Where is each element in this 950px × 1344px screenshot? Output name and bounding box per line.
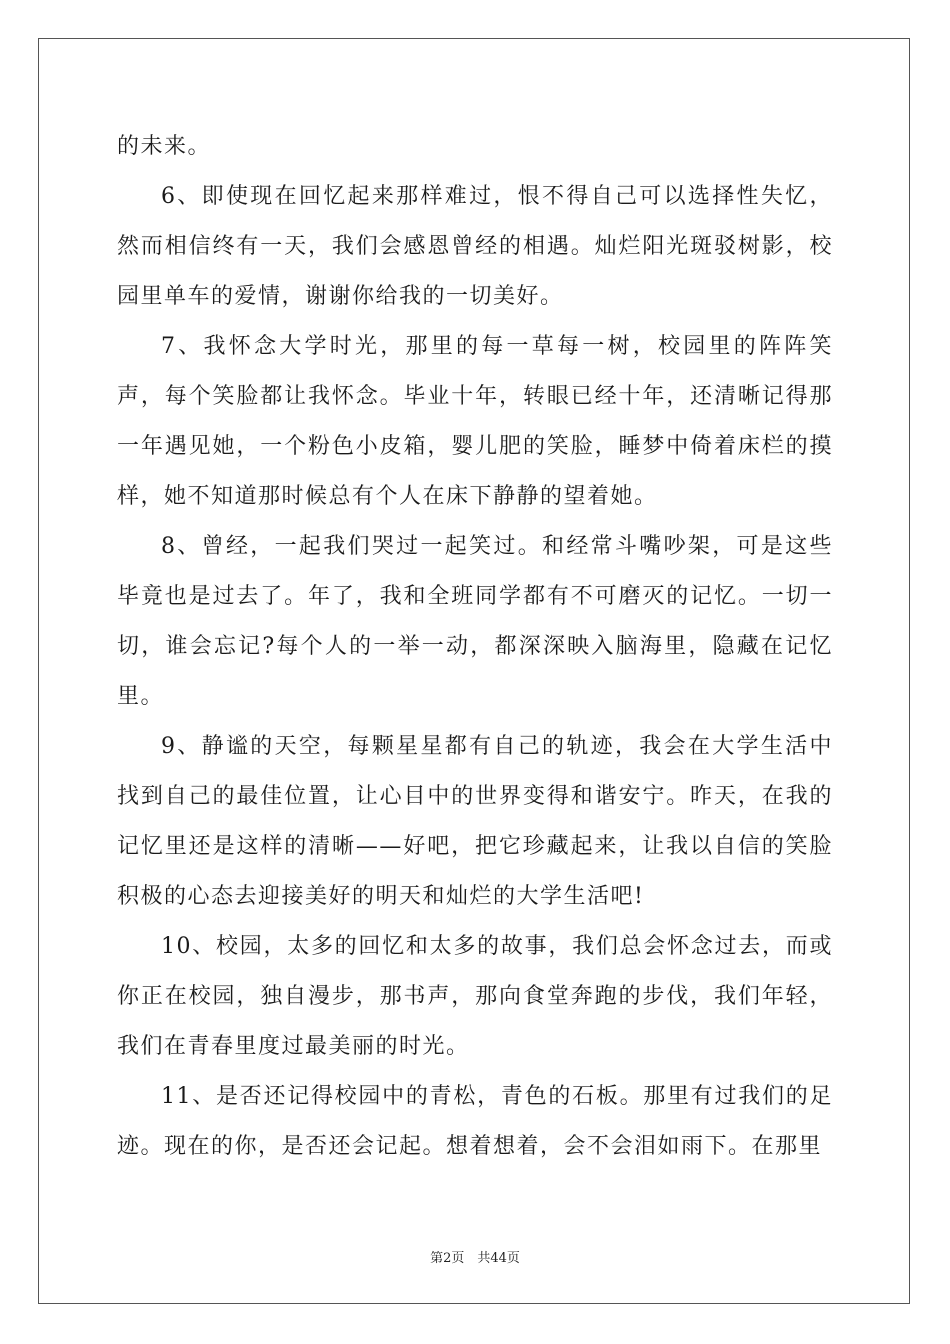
document-body (117, 122, 833, 1172)
paragraph-11: 11、是否还记得校园中的青松，青色的石板。那里有过我们的足迹。现在的你，是否还会记起。想着想着，会不会泪如雨下。在那里 (117, 1084, 833, 1159)
page-number-footer: 第2页 共44页 (430, 1251, 520, 1266)
paragraph-8: 8、曾经，一起我们哭过一起笑过。和经常斗嘴吵架，可是这些毕竟也是过去了。年了，我和全班同学都有不可磨灭的记忆。一切一切，谁会忘记?每个人的一举一动，都深深映入脑海里，隐藏在记忆里。 (117, 534, 833, 709)
paragraph-10: 10、校园，太多的回忆和太多的故事，我们总会怀念过去，而或你正在校园，独自漫步，那书声，那向食堂奔跑的步伐，我们年轻，我们在青春里度过最美丽的时光。 (117, 934, 833, 1059)
paragraph-9: 9、静谧的天空，每颗星星都有自己的轨迹，我会在大学生活中找到自己的最佳位置，让心目中的世界变得和谐安宁。昨天，在我的记忆里还是这样的清晰——好吧，把它珍藏起来，让我以自信的笑脸积极的心态去迎接美好的明天和灿烂的大学生活吧! (117, 734, 833, 909)
paragraph-continuation: 的未来。 (117, 134, 212, 159)
paragraph-6: 6、即使现在回忆起来那样难过，恨不得自己可以选择性失忆，然而相信终有一天，我们会感恩曾经的相遇。灿烂阳光斑驳树影，校园里单车的爱情，谢谢你给我的一切美好。 (117, 184, 833, 309)
paragraph-7: 7、我怀念大学时光，那里的每一草每一树，校园里的阵阵笑声，每个笑脸都让我怀念。毕业十年，转眼已经十年，还清晰记得那一年遇见她，一个粉色小皮箱，婴儿肥的笑脸，睡梦中倚着床栏的摸样，她不知道那时候总有个人在床下静静的望着她。 (117, 334, 833, 509)
